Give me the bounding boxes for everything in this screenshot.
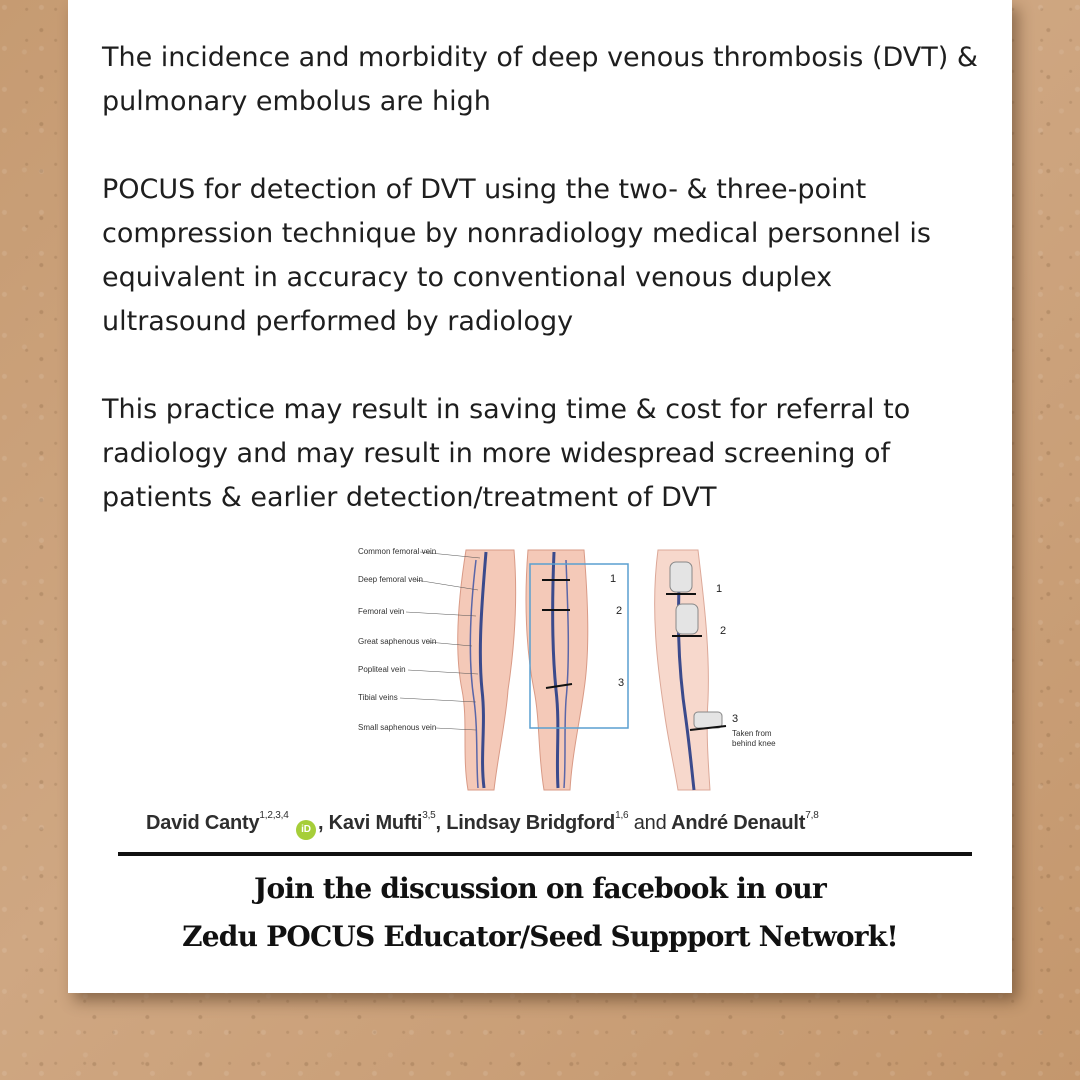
author-name: Kavi Mufti [328,812,423,834]
paragraph-pocus-accuracy: POCUS for detection of DVT using the two- & three-point compression technique by nonradiology medical personnel is equivalent in accuracy to conventional venous duplex ultrasound performed by radiology [102,174,931,337]
side-point-label-3: 3 [732,713,739,725]
author-name: David Canty [146,812,260,834]
cta-line-1: Join the discussion on facebook in our [254,872,826,905]
cta-line-2: Zedu POCUS Educator/Seed Suppport Network! [182,920,898,953]
note-taken-from: Taken from [732,729,772,738]
author-affiliation: 1,6 [615,810,629,821]
note-behind-knee: behind knee [732,739,776,748]
label-tibial-veins: Tibial veins [358,693,398,702]
author-affiliation: 7,8 [805,810,819,821]
author-name: André Denault [671,812,806,834]
compression-technique-figure [358,540,776,800]
author-affiliation: 3,5 [422,810,436,821]
orcid-icon: iD [296,820,316,840]
leg-vein-illustration [358,540,776,800]
label-deep-femoral-vein: Deep femoral vein [358,575,423,584]
point-label-3: 3 [618,677,625,689]
author-affiliation: 1,2,3,4 [259,810,289,821]
label-great-saphenous-vein: Great saphenous vein [358,637,437,646]
author-separator: , [317,812,324,834]
ultrasound-probe-3 [690,712,726,730]
paragraph-practice-benefits: This practice may result in saving time & cost for referral to radiology and may result in more widespread screening of patients & earlier detection/treatment of DVT [102,394,911,513]
author-list [146,812,966,846]
ultrasound-probe-2 [672,604,702,636]
side-point-label-2: 2 [720,625,727,637]
author-name: Lindsay Bridgford [446,812,616,834]
author-separator: , [435,812,441,834]
ultrasound-probe-1 [666,562,696,594]
label-popliteal-vein: Popliteal vein [358,665,406,674]
label-common-femoral-vein: Common femoral vein [358,547,437,556]
side-point-label-1: 1 [716,583,723,595]
point-label-1: 1 [610,573,617,585]
content-card [68,0,1012,993]
author-and: and [633,812,667,834]
label-small-saphenous-vein: Small saphenous vein [358,723,437,732]
divider-rule [118,852,972,856]
left-leg-shape [458,550,516,790]
paragraph-incidence: The incidence and morbidity of deep venous thrombosis (DVT) & pulmonary embolus are high [102,42,978,117]
label-femoral-vein: Femoral vein [358,607,405,616]
point-label-2: 2 [616,605,623,617]
